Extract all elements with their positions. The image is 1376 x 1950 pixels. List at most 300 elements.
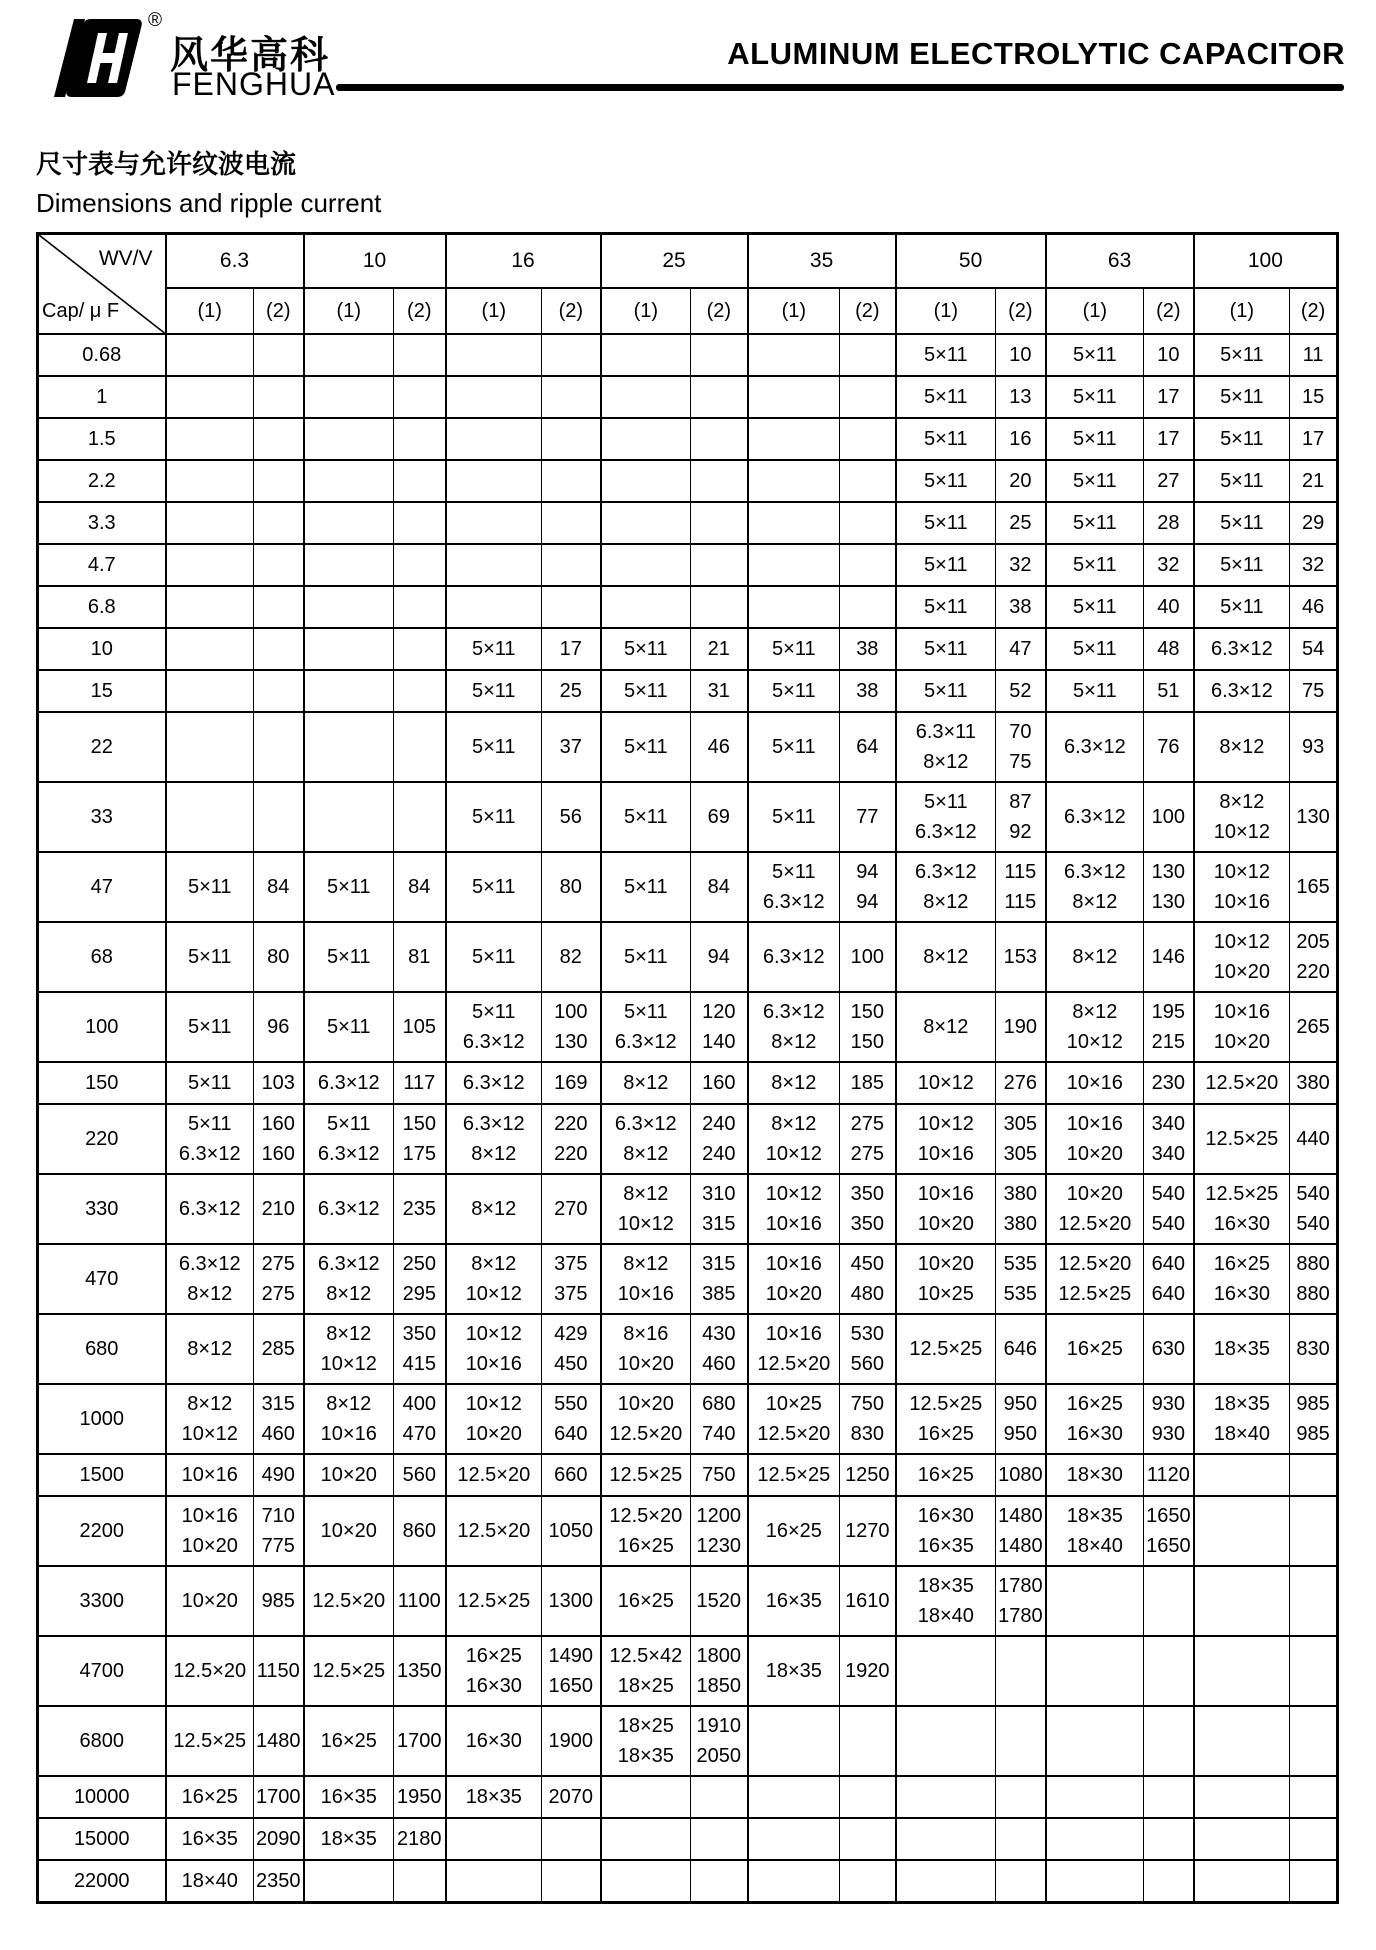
case-size-cell: 16×30 16×35	[896, 1496, 996, 1566]
case-size-cell	[601, 418, 691, 460]
capacitance-cell: 1	[38, 376, 166, 418]
voltage-header-row	[38, 234, 1338, 289]
case-size-cell: 6.3×12 8×12	[304, 1244, 394, 1314]
capacitance-cell: 2200	[38, 1496, 166, 1566]
ripple-current-cell: 100 130	[542, 992, 601, 1062]
capacitance-cell: 220	[38, 1104, 166, 1174]
case-size-cell: 12.5×20	[166, 1636, 254, 1706]
ripple-current-cell: 350 415	[394, 1314, 446, 1384]
ripple-current-cell	[542, 1860, 601, 1903]
case-size-cell: 6.3×12	[748, 922, 840, 992]
case-size-cell: 8×12	[896, 922, 996, 992]
case-size-cell: 5×11	[304, 852, 394, 922]
ripple-current-cell: 56	[542, 782, 601, 852]
case-size-cell	[1194, 1706, 1290, 1776]
case-size-cell: 18×40	[166, 1860, 254, 1903]
case-size-cell	[446, 502, 542, 544]
case-size-cell: 18×35	[304, 1818, 394, 1860]
capacitance-cell: 4.7	[38, 544, 166, 586]
ripple-current-cell: 2180	[394, 1818, 446, 1860]
case-size-cell	[446, 334, 542, 376]
ripple-current-cell	[840, 544, 896, 586]
ripple-current-cell: 117	[394, 1062, 446, 1104]
case-size-cell: 12.5×20	[1194, 1062, 1290, 1104]
capacitance-cell: 470	[38, 1244, 166, 1314]
ripple-current-cell: 1300	[542, 1566, 601, 1636]
case-size-cell: 5×11	[748, 628, 840, 670]
case-size-cell: 5×11	[446, 852, 542, 922]
case-size-cell: 10×16 10×20	[1046, 1104, 1144, 1174]
ripple-current-cell: 195 215	[1144, 992, 1194, 1062]
ripple-current-cell: 265	[1290, 992, 1338, 1062]
case-size-cell: 5×11	[1046, 460, 1144, 502]
ripple-current-cell	[394, 376, 446, 418]
ripple-current-cell	[542, 586, 601, 628]
capacitance-cell: 150	[38, 1062, 166, 1104]
ripple-current-cell	[1290, 1860, 1338, 1903]
ripple-current-cell: 1120	[1144, 1454, 1194, 1496]
case-size-cell	[166, 544, 254, 586]
case-size-cell: 12.5×42 18×25	[601, 1636, 691, 1706]
case-size-cell: 12.5×20	[446, 1454, 542, 1496]
case-size-cell: 16×35	[166, 1818, 254, 1860]
case-size-cell	[446, 418, 542, 460]
table-row	[38, 586, 1338, 628]
ripple-current-cell: 1490 1650	[542, 1636, 601, 1706]
case-size-cell: 5×11	[748, 712, 840, 782]
ripple-current-cell	[542, 544, 601, 586]
case-size-cell: 6.3×12 8×12	[1046, 852, 1144, 922]
case-size-cell: 5×11 6.3×12	[748, 852, 840, 922]
case-size-cell: 6.3×12 8×12	[166, 1244, 254, 1314]
ripple-current-cell	[254, 782, 304, 852]
table-row	[38, 1314, 1338, 1384]
ripple-current-cell: 340 340	[1144, 1104, 1194, 1174]
ripple-current-cell	[254, 460, 304, 502]
table-row	[38, 1706, 1338, 1776]
voltage-header: 50	[896, 234, 1046, 289]
ripple-current-cell: 2350	[254, 1860, 304, 1903]
ripple-current-cell	[1144, 1776, 1194, 1818]
case-size-cell: 10×12 10×16	[1194, 852, 1290, 922]
case-size-cell	[748, 586, 840, 628]
ripple-current-cell: 440	[1290, 1104, 1338, 1174]
case-size-cell	[446, 1860, 542, 1903]
case-size-cell: 6.3×11 8×12	[896, 712, 996, 782]
case-size-cell	[166, 334, 254, 376]
ripple-current-cell: 235	[394, 1174, 446, 1244]
ripple-current-cell	[1290, 1496, 1338, 1566]
ripple-current-cell: 51	[1144, 670, 1194, 712]
case-size-cell	[304, 712, 394, 782]
ripple-current-cell: 82	[542, 922, 601, 992]
case-size-cell: 5×11	[1194, 418, 1290, 460]
ripple-current-cell: 13	[996, 376, 1046, 418]
document-title: ALUMINUM ELECTROLYTIC CAPACITOR	[727, 36, 1345, 71]
case-size-cell	[166, 670, 254, 712]
case-size-cell: 18×35	[1194, 1314, 1290, 1384]
ripple-current-cell	[254, 586, 304, 628]
ripple-current-cell	[840, 1706, 896, 1776]
case-size-cell	[1046, 1776, 1144, 1818]
capacitance-cell: 100	[38, 992, 166, 1062]
ripple-current-cell: 1900	[542, 1706, 601, 1776]
case-size-cell	[1046, 1818, 1144, 1860]
ripple-current-cell	[394, 712, 446, 782]
case-size-cell: 10×12	[896, 1062, 996, 1104]
ripple-current-cell: 25	[542, 670, 601, 712]
ripple-current-cell: 146	[1144, 922, 1194, 992]
ripple-current-cell	[691, 376, 748, 418]
working-voltage-label: WV/V	[98, 247, 153, 270]
case-size-cell: 5×11	[896, 376, 996, 418]
dimensions-ripple-table	[36, 232, 1339, 1904]
ripple-current-cell: 275 275	[840, 1104, 896, 1174]
case-size-cell: 18×35 18×40	[1046, 1496, 1144, 1566]
ripple-current-cell	[691, 334, 748, 376]
case-size-cell	[896, 1860, 996, 1903]
case-size-cell	[601, 544, 691, 586]
case-size-cell: 5×11	[446, 628, 542, 670]
ripple-current-cell	[254, 376, 304, 418]
ripple-current-cell: 210	[254, 1174, 304, 1244]
table-row	[38, 922, 1338, 992]
ripple-current-cell: 47	[996, 628, 1046, 670]
section-title-english: Dimensions and ripple current	[36, 188, 382, 218]
ripple-current-cell	[840, 460, 896, 502]
ripple-current-cell: 350 350	[840, 1174, 896, 1244]
ripple-current-cell: 46	[691, 712, 748, 782]
case-size-cell	[748, 460, 840, 502]
voltage-header: 100	[1194, 234, 1338, 289]
ripple-current-cell	[394, 670, 446, 712]
ripple-current-cell	[394, 334, 446, 376]
section-title-chinese: 尺寸表与允许纹波电流	[36, 150, 297, 180]
table-row	[38, 376, 1338, 418]
ripple-current-cell: 490	[254, 1454, 304, 1496]
ripple-current-cell: 190	[996, 992, 1046, 1062]
table-row	[38, 852, 1338, 922]
case-size-cell: 10×12 10×16	[896, 1104, 996, 1174]
case-size-cell: 5×11	[601, 852, 691, 922]
sub-header-ripple: (2)	[840, 288, 896, 334]
ripple-current-cell	[542, 502, 601, 544]
ripple-current-cell	[542, 418, 601, 460]
case-size-cell: 6.3×12	[1194, 628, 1290, 670]
ripple-current-cell: 21	[1290, 460, 1338, 502]
case-size-cell	[304, 502, 394, 544]
ripple-current-cell	[1144, 1636, 1194, 1706]
case-size-cell: 12.5×25 16×25	[896, 1384, 996, 1454]
ripple-current-cell: 1700	[254, 1776, 304, 1818]
voltage-header: 63	[1046, 234, 1194, 289]
case-size-cell: 10×16 10×20	[1194, 992, 1290, 1062]
case-size-cell: 8×12 10×12	[1046, 992, 1144, 1062]
case-size-cell: 18×35	[446, 1776, 542, 1818]
ripple-current-cell: 985	[254, 1566, 304, 1636]
case-size-cell: 8×12	[446, 1174, 542, 1244]
case-size-cell: 12.5×25	[896, 1314, 996, 1384]
case-size-cell: 6.3×12	[304, 1062, 394, 1104]
case-size-cell: 8×12 10×16	[304, 1384, 394, 1454]
case-size-cell: 6.3×12	[1046, 712, 1144, 782]
ripple-current-cell: 130 130	[1144, 852, 1194, 922]
case-size-cell	[446, 544, 542, 586]
sub-header-ripple: (2)	[1144, 288, 1194, 334]
case-size-cell: 16×30	[446, 1706, 542, 1776]
ripple-current-cell: 285	[254, 1314, 304, 1384]
case-size-cell: 12.5×25	[748, 1454, 840, 1496]
capacitance-cell: 330	[38, 1174, 166, 1244]
ripple-current-cell	[691, 460, 748, 502]
sub-header-size: (1)	[446, 288, 542, 334]
case-size-cell	[748, 544, 840, 586]
capacitance-cell: 15	[38, 670, 166, 712]
ripple-current-cell: 120 140	[691, 992, 748, 1062]
header-rule	[336, 84, 1344, 91]
case-size-cell: 5×11	[304, 992, 394, 1062]
case-size-cell: 5×11	[601, 712, 691, 782]
case-size-cell	[601, 376, 691, 418]
ripple-current-cell: 429 450	[542, 1314, 601, 1384]
case-size-cell	[1194, 1454, 1290, 1496]
table-row	[38, 992, 1338, 1062]
case-size-cell	[896, 1776, 996, 1818]
case-size-cell	[166, 586, 254, 628]
ripple-current-cell	[254, 418, 304, 460]
ripple-current-cell: 1480 1480	[996, 1496, 1046, 1566]
case-size-cell: 5×11	[601, 670, 691, 712]
case-size-cell: 16×25 16×30	[1194, 1244, 1290, 1314]
ripple-current-cell	[840, 502, 896, 544]
case-size-cell	[304, 782, 394, 852]
ripple-current-cell	[254, 544, 304, 586]
ripple-current-cell: 29	[1290, 502, 1338, 544]
case-size-cell	[166, 460, 254, 502]
registered-trademark-icon: ®	[148, 10, 162, 31]
ripple-current-cell: 165	[1290, 852, 1338, 922]
case-size-cell	[748, 1706, 840, 1776]
ripple-current-cell: 630	[1144, 1314, 1194, 1384]
case-size-cell	[304, 670, 394, 712]
case-size-cell	[304, 334, 394, 376]
ripple-current-cell	[394, 782, 446, 852]
case-size-cell: 5×11	[601, 628, 691, 670]
case-size-cell	[748, 502, 840, 544]
case-size-cell: 5×11	[748, 670, 840, 712]
case-size-cell: 5×11	[896, 544, 996, 586]
case-size-cell: 5×11	[1046, 334, 1144, 376]
ripple-current-cell: 84	[691, 852, 748, 922]
sub-header-ripple: (2)	[394, 288, 446, 334]
case-size-cell: 16×25	[304, 1706, 394, 1776]
ripple-current-cell	[996, 1706, 1046, 1776]
table-row	[38, 1818, 1338, 1860]
case-size-cell	[166, 502, 254, 544]
case-size-cell: 5×11	[1046, 586, 1144, 628]
case-size-cell: 5×11	[446, 670, 542, 712]
case-size-cell: 5×11	[896, 586, 996, 628]
ripple-current-cell	[1290, 1636, 1338, 1706]
table-row	[38, 544, 1338, 586]
ripple-current-cell: 646	[996, 1314, 1046, 1384]
sub-header-size: (1)	[166, 288, 254, 334]
case-size-cell	[601, 586, 691, 628]
ripple-current-cell	[691, 1776, 748, 1818]
ripple-current-cell: 31	[691, 670, 748, 712]
capacitance-cell: 2.2	[38, 460, 166, 502]
ripple-current-cell	[1290, 1454, 1338, 1496]
case-size-cell	[304, 460, 394, 502]
case-size-cell: 16×35	[304, 1776, 394, 1818]
case-size-cell: 5×11	[896, 628, 996, 670]
table-row	[38, 1104, 1338, 1174]
case-size-cell	[1046, 1636, 1144, 1706]
ripple-current-cell	[542, 334, 601, 376]
case-size-cell: 16×25	[166, 1776, 254, 1818]
ripple-current-cell: 830	[1290, 1314, 1338, 1384]
ripple-current-cell: 96	[254, 992, 304, 1062]
ripple-current-cell	[1144, 1818, 1194, 1860]
case-size-cell	[601, 1860, 691, 1903]
case-size-cell	[304, 628, 394, 670]
ripple-current-cell: 2090	[254, 1818, 304, 1860]
case-size-cell: 5×11 6.3×12	[601, 992, 691, 1062]
sub-header-ripple: (2)	[691, 288, 748, 334]
case-size-cell: 6.3×12	[1194, 670, 1290, 712]
case-size-cell: 5×11	[304, 922, 394, 992]
capacitance-cell: 3.3	[38, 502, 166, 544]
case-size-cell: 5×11	[166, 852, 254, 922]
case-size-cell: 5×11	[1194, 544, 1290, 586]
ripple-current-cell: 28	[1144, 502, 1194, 544]
ripple-current-cell: 32	[1290, 544, 1338, 586]
case-size-cell	[166, 418, 254, 460]
ripple-current-cell: 150 175	[394, 1104, 446, 1174]
ripple-current-cell	[996, 1818, 1046, 1860]
ripple-current-cell: 380	[1290, 1062, 1338, 1104]
case-size-cell: 16×25	[748, 1496, 840, 1566]
ripple-current-cell	[542, 460, 601, 502]
ripple-current-cell: 1650 1650	[1144, 1496, 1194, 1566]
capacitance-cell: 680	[38, 1314, 166, 1384]
ripple-current-cell	[1290, 1776, 1338, 1818]
capacitance-cell: 1000	[38, 1384, 166, 1454]
case-size-cell	[304, 1860, 394, 1903]
capacitance-cell: 68	[38, 922, 166, 992]
case-size-cell: 5×11	[1046, 502, 1144, 544]
ripple-current-cell: 54	[1290, 628, 1338, 670]
ripple-current-cell: 1150	[254, 1636, 304, 1706]
case-size-cell: 10×16	[1046, 1062, 1144, 1104]
voltage-header: 16	[446, 234, 601, 289]
ripple-current-cell: 93	[1290, 712, 1338, 782]
table-row	[38, 502, 1338, 544]
ripple-current-cell: 32	[1144, 544, 1194, 586]
ripple-current-cell: 94	[691, 922, 748, 992]
sub-header-size: (1)	[748, 288, 840, 334]
case-size-cell: 5×11	[1194, 502, 1290, 544]
case-size-cell: 10×16 10×20	[748, 1244, 840, 1314]
case-size-cell: 10×16 10×20	[896, 1174, 996, 1244]
table-row	[38, 1244, 1338, 1314]
case-size-cell: 5×11	[166, 1062, 254, 1104]
ripple-current-cell	[840, 376, 896, 418]
case-size-cell	[1194, 1636, 1290, 1706]
case-size-cell	[166, 376, 254, 418]
capacitance-cell: 22000	[38, 1860, 166, 1903]
ripple-current-cell: 750	[691, 1454, 748, 1496]
case-size-cell: 5×11	[1194, 586, 1290, 628]
case-size-cell: 5×11	[446, 712, 542, 782]
sub-header-ripple: (2)	[254, 288, 304, 334]
ripple-current-cell: 160	[691, 1062, 748, 1104]
table-row	[38, 1566, 1338, 1636]
case-size-cell	[748, 376, 840, 418]
capacitance-cell: 0.68	[38, 334, 166, 376]
case-size-cell: 5×11	[1046, 628, 1144, 670]
ripple-current-cell: 315 385	[691, 1244, 748, 1314]
case-size-cell: 5×11 6.3×12	[446, 992, 542, 1062]
ripple-current-cell	[394, 418, 446, 460]
case-size-cell: 12.5×20 16×25	[601, 1496, 691, 1566]
case-size-cell: 5×11	[896, 334, 996, 376]
ripple-current-cell	[1144, 1706, 1194, 1776]
case-size-cell: 5×11	[1046, 418, 1144, 460]
table-row	[38, 418, 1338, 460]
voltage-header: 10	[304, 234, 446, 289]
fenghua-logo-glyph	[52, 16, 144, 100]
ripple-current-cell: 1250	[840, 1454, 896, 1496]
case-size-cell	[601, 1818, 691, 1860]
case-size-cell: 8×12 10×12	[304, 1314, 394, 1384]
case-size-cell: 8×12 10×12	[601, 1174, 691, 1244]
case-size-cell	[304, 544, 394, 586]
case-size-cell: 8×12	[1046, 922, 1144, 992]
ripple-current-cell: 305 305	[996, 1104, 1046, 1174]
case-size-cell	[166, 782, 254, 852]
case-size-cell	[304, 376, 394, 418]
ripple-current-cell: 1910 2050	[691, 1706, 748, 1776]
ripple-current-cell: 17	[542, 628, 601, 670]
ripple-current-cell: 205 220	[1290, 922, 1338, 992]
case-size-cell	[601, 334, 691, 376]
ripple-current-cell: 660	[542, 1454, 601, 1496]
table-row	[38, 1860, 1338, 1903]
sub-header-size: (1)	[304, 288, 394, 334]
ripple-current-cell: 276	[996, 1062, 1046, 1104]
ripple-current-cell: 38	[840, 628, 896, 670]
ripple-current-cell: 105	[394, 992, 446, 1062]
ripple-current-cell: 25	[996, 502, 1046, 544]
ripple-current-cell: 1080	[996, 1454, 1046, 1496]
case-size-cell: 5×11	[166, 922, 254, 992]
case-size-cell: 16×25 16×30	[1046, 1384, 1144, 1454]
ripple-current-cell	[840, 334, 896, 376]
ripple-current-cell	[254, 670, 304, 712]
ripple-current-cell: 20	[996, 460, 1046, 502]
case-size-cell	[1046, 1860, 1144, 1903]
ripple-current-cell: 52	[996, 670, 1046, 712]
case-size-cell	[166, 628, 254, 670]
ripple-current-cell: 1050	[542, 1496, 601, 1566]
case-size-cell: 16×25	[896, 1454, 996, 1496]
ripple-current-cell: 1780 1780	[996, 1566, 1046, 1636]
ripple-current-cell	[1290, 1818, 1338, 1860]
ripple-current-cell: 38	[840, 670, 896, 712]
ripple-current-cell: 40	[1144, 586, 1194, 628]
ripple-current-cell: 100	[840, 922, 896, 992]
